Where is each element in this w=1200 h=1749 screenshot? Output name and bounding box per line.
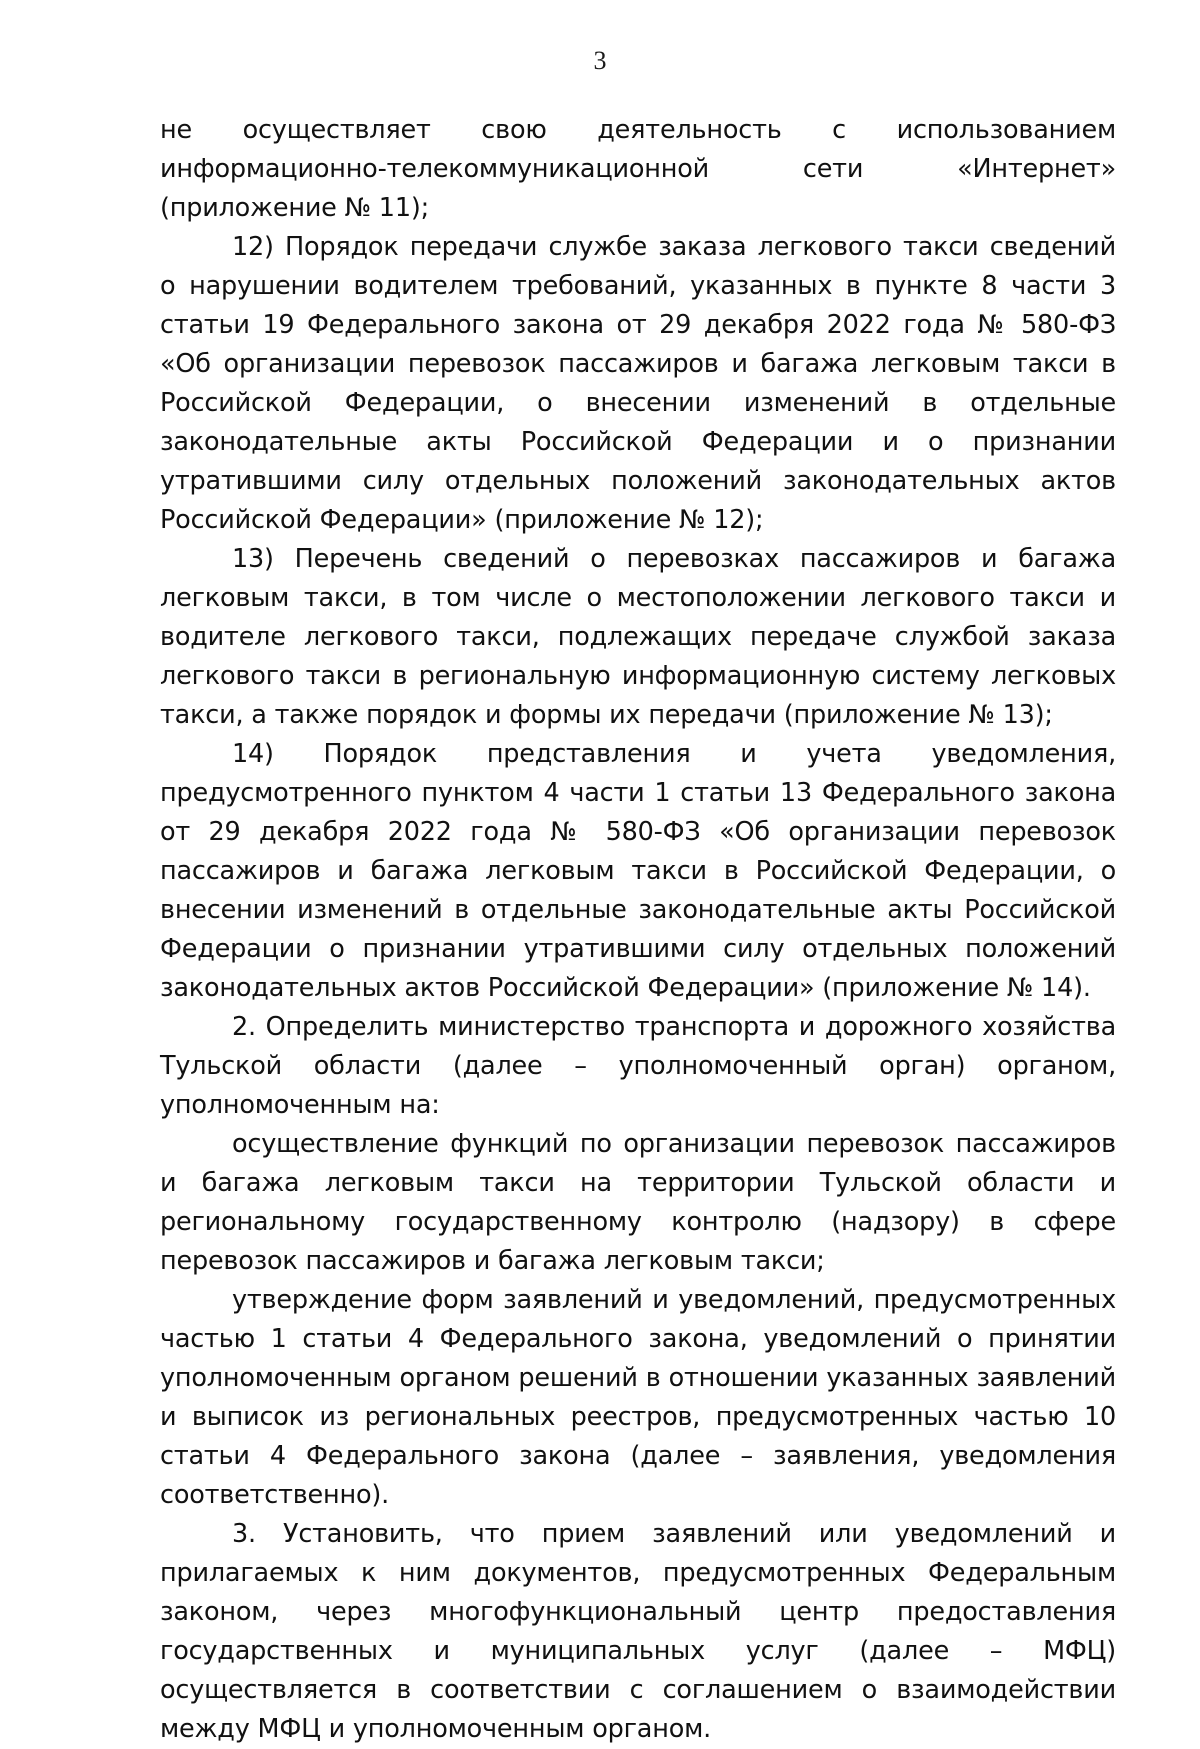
paragraph-section-2-function-b: утверждение форм заявлений и уведомлений, предусмотренных частью 1 статьи 4 Федерального закона, уведомлений о принятии уполномоченным органом решений в отношении указанных заявлений и выписок из региональных реестров, предусмотренных частью 10 статьи 4 Федерального закона (далее – заявления, уведомления соответственно). (160, 1285, 1116, 1510)
document-body (160, 111, 1116, 1749)
paragraph-item-14: 14) Порядок представления и учета уведомления, предусмотренного пунктом 4 части 1 статьи 13 Федерального закона от 29 декабря 2022 года № 580-ФЗ «Об организации перевозок пассажиров и багажа легковым такси в Российской Федерации, о внесении изменений в отдельные законодательные акты Российской Федерации о признании утратившими силу отдельных положений законодательных актов Российской Федерации» (приложение № 14). (160, 739, 1116, 1003)
paragraph-section-2-function-a: осуществление функций по организации перевозок пассажиров и багажа легковым такси на территории Тульской области и региональному государственному контролю (надзору) в сфере перевозок пассажиров и багажа легковым такси; (160, 1129, 1116, 1276)
paragraph-continuation: не осуществляет свою деятельность с использованием информационно-телекоммуникационной сети «Интернет» (приложение № 11); (160, 115, 1116, 223)
paragraph-section-3: 3. Установить, что прием заявлений или уведомлений и прилагаемых к ним документов, предусмотренных Федеральным законом, через многофункциональный центр предоставления государственных и муниципальных услуг (далее – МФЦ) осуществляется в соответствии с соглашением о взаимодействии между МФЦ и уполномоченным органом. (160, 1519, 1116, 1744)
paragraph-item-13: 13) Перечень сведений о перевозках пассажиров и багажа легковым такси, в том числе о местоположении легкового такси и водителе легкового такси, подлежащих передаче службой заказа легкового такси в региональную информационную систему легковых такси, а также порядок и формы их передачи (приложение № 13); (160, 544, 1116, 730)
paragraph-item-12: 12) Порядок передачи службе заказа легкового такси сведений о нарушении водителем требований, указанных в пункте 8 части 3 статьи 19 Федерального закона от 29 декабря 2022 года № 580-ФЗ «Об организации перевозок пассажиров и багажа легковым такси в Российской Федерации, о внесении изменений в отдельные законодательные акты Российской Федерации и о признании утратившими силу отдельных положений законодательных актов Российской Федерации» (приложение № 12); (160, 232, 1116, 535)
paragraph-section-2: 2. Определить министерство транспорта и дорожного хозяйства Тульской области (далее – уполномоченный орган) органом, уполномоченным на: (160, 1012, 1116, 1120)
page-number: 3 (593, 46, 607, 75)
